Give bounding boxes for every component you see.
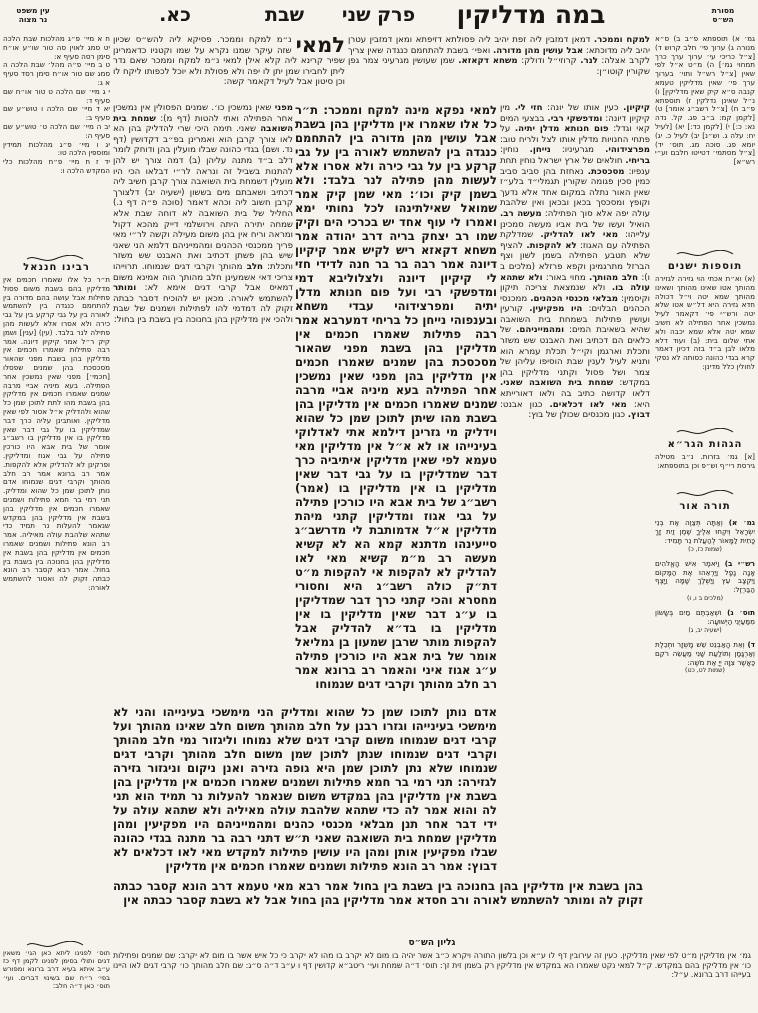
rashi-dh: שמחת בית השואבה שאני. bbox=[500, 378, 614, 389]
tosafot-opening-headword: למאי bbox=[295, 35, 345, 57]
rashi-text: הואיל ועשו של בית אביו מעשה סמכינן עלייהו: bbox=[500, 219, 650, 241]
ein-mishpat-entry: ח א מיי׳ פ״ג מהלכות שבת הלכה יט סמג לאוין סה טור שו״ע או״ח סימן רסה סעיף א: bbox=[3, 35, 110, 61]
torah-or-entry bbox=[655, 609, 755, 634]
torah-or-entries bbox=[655, 519, 755, 674]
hagahot-gra-title: הגהות הגר״א bbox=[667, 439, 743, 450]
rashi-dh: משחא דקאזא. bbox=[458, 56, 518, 67]
ein-mishpat-column bbox=[3, 35, 110, 249]
rashi-text: ממכנסי הכהנים הבלוים: bbox=[500, 293, 650, 315]
rashi-dh: היו מפקיעין. bbox=[529, 304, 583, 315]
rashi-text: כגון מכנסים שכולן של בוץ: bbox=[528, 410, 626, 421]
rashi-text: נאחזת בהן סביב סביב כמין סכין פגומה שקורין תגמלי״ד בלע״ז שאין האור נתלה במקום אחד אלא נדעך וקופץ ומסכסך בכאן ובכאן ואין שלהבת עולה יפה אלא סוך הפתילה: bbox=[500, 166, 650, 219]
rashi-text: של כלאים הם דכתיב ואת האבנט שש משזר ותכלת וארגמן וקי״ל תכלת עמרא הוא ותניא לעיל לענין שבת הוסיפו עליהן של צמר ושל פסול וקתני מדליקין בהן במקדש: bbox=[500, 325, 650, 389]
torah-or-label: תוס׳ ג) bbox=[727, 608, 755, 618]
rashi-dh: נייחן. bbox=[529, 145, 551, 156]
ein-mishpat-entry: יג ו מיי׳ פ״ג מהלכות תמידין ומוספין הלכה טו: bbox=[3, 139, 110, 158]
chapter-name: במה מדליקין bbox=[456, 0, 606, 29]
rashi-text: להציף שלא תטבע הפתילה בשמן לשון וצף הברזל מתרגמינן וקפא פרזלא (מלכים ב ו): bbox=[500, 240, 650, 283]
rashi-dh: קיקיון. bbox=[623, 103, 650, 113]
rashi-text: נוחין: bbox=[500, 145, 519, 156]
perek-number: פרק שני bbox=[341, 4, 416, 26]
torah-or-entry bbox=[655, 560, 755, 602]
rashi-dh: בריחי. bbox=[625, 155, 650, 166]
left-footnote: תוס׳ לפנינו ליתא כאן הגי׳ משאין דגים ותולי בסימן לפנינו לקמן דף כז ע״ב איתא בעיא דרב ברונא ומפורש בפי׳ ר״ח שם בשינוי דברים. ועי׳ תוס׳ כאן ד״ה חלב: bbox=[3, 949, 110, 990]
masoret-title-line1: מסורת bbox=[711, 6, 735, 15]
section-divider bbox=[675, 428, 735, 436]
rashi-text: ולא שנמצאת צריכה תיקון וקיסמין: bbox=[500, 283, 650, 304]
rashi-dh: מבלאי מכנסי הכהנים. bbox=[530, 293, 619, 304]
rashi-dh: חלב מהותך. bbox=[588, 272, 639, 283]
tosafot-dh: שמחת בית השואבה bbox=[113, 113, 293, 135]
tosefot-yeshanim-text: (א) וא״ת אכתי הוי גזירה לגזירה מהותך אטו שאינו מהותך ושאינו מהותך שמא יטה וי״ל דכולה חדא גזירה היא דל״ש אטו שלא יטה ורש״י פי׳ דקאמר לעיל נמשכין אחר הפתילה לא חשיב שמא יטה אלא שמא יכבה ולא אתי שלום בית: (ב) ועוד דלא מלאו לבן ב״ד בזה דכיון דאמר קרא בגדי כהונה כסותה לא נפקי לחולין כלל מדינן: bbox=[655, 275, 755, 371]
rashi-dh: לא להקפות. bbox=[526, 240, 577, 251]
tosafot-dh: חלב bbox=[246, 261, 263, 272]
torah-or-label: ד) bbox=[747, 639, 755, 649]
daf-number: כא. bbox=[159, 4, 191, 26]
rashi-text: דלאו קדושה כתיב בה ולאו דאורייתא היא: bbox=[500, 389, 650, 410]
tosafot-opening-text: נ״מ למקח וממכר. פסיקא ליה להש״ס שכיון שזה עיקר שמנו נקרא על שמו וקטניו כדאמרינן שפיר קרינא ליה קלא אילן למאי נ״מ למקח וממכר שאם נדר ליתן לחבירו שמן יתן לו יפה ולא פסולת ולא יוכל לכפותו ליקח לו וכן סיטון אבל לעיל דקאמר קשה: bbox=[113, 35, 345, 88]
gemara-bottom: בהן בשבת אין מדליקין בהן בחנוכה בין בשבת בין בחול אמר רבא מאי טעמא דרב הונא קסבר כבתה זקוק לה ומותר להשתמש לאורה ורב חסדא אמר מדליקין בהן בחול אבל לא בשבת קסבר כבתה אין bbox=[113, 879, 643, 907]
rashi-dh: מאי לאו דכלאים. bbox=[549, 399, 627, 410]
rabbeinu-chananel-text: ת״ר כל אלו שאמרו חכמים אין מדליקין בהם בשבת משום פסול פתילות אבל עושה בהם מדורה בין להתחמם כנגדה בין להשתמש לאורה בין על גבי קרקע בין על גבי כירה ולא אסרו אלא לעשות מהן פתילה לנר בלבד. (עין) [ענין] ושמן קיק ר״ל אמר קיקיון דיונה. אמר רבה פתילות שאמרו חכמים אין מדליקין בהן בשבת מפני שהאור מסכסכת בהן שמנים שפסלו [חכמי׳] מפני שאין נמשכין אחר הפתילה. בעא מיניה אביי מרבה שמנים שאמרו חכמים אין מדליקין בהן בשבת מהו לתת לתוכן שמן כל שהוא ולהדליק א״ל אסור לפי שאין מדליקין. ואותבינן עליה כרך דבר שמדליקין בו על גבי דבר שאין מדליקין בו אין מדליקין בו רשב״ג אומר של בית אבא היו כורכין פתילה על גבי אגוז ומדליקין. ופרקינן לא להדליק אלא להקפות. אמר רב ברונא אמר רב חלב מהותך וקרבי דגים שנמוחו אדם נותן לתוכן שמן כל שהוא ומדליק. תני רמי בר חמא פתילות ושמנים שאמרו חכמים אין מדליקין בהן בשבת אין מדליקין בהן במקדש שנאמר להעלות נר תמיד כדי שתהא שלהבת עולה מאיליה. אמר רב הונא פתילות ושמנים שאמרו חכמים אין מדליקין בהן בשבת אין מדליקין בהן בחנוכה בין בשבת בין בחול. אמר רבא קסבר רב הונא כבתה זקוק לה ואסור להשתמש לאורה: bbox=[3, 276, 110, 592]
rashi-dh: ומדפשקי רבי. bbox=[547, 113, 603, 124]
torah-or-label: גמ׳ א) bbox=[728, 518, 755, 528]
tosafot-column bbox=[113, 103, 293, 703]
torah-or-verse: וְאַתָּה תְּצַוֶּה אֶת בְּנֵי יִשְׂרָאֵל וְיִקְחוּ אֵלֶיךָ שֶׁמֶן זַיִת זָךְ כָּתִית לַמָּאוֹר לְהַעֲלֹת נֵר תָּמִיד: bbox=[655, 518, 755, 545]
ein-mishpat-entry: יב ה מיי׳ שם הלכה ט׳ טוש״ע שם סעיף ה: bbox=[3, 121, 110, 140]
gemara-column: למאי נפקא מינה למקח וממכר: ת״ר כל אלו שאמרו אין מדליקין בהן בשבת אבל עושין מהן מדורה בין להתחמם כנגדה בין להשתמש לאורה בין על גבי קרקע בין על גבי כירה ולא אסרו אלא לעשות מהן פתילה לנר בלבד: ולא בשמן קיק וכו׳: מאי שמן קיק אמר שמואל שאילתינהו לכל נחותי ימא ואמרו לי עוף אחד יש בכרכי הים וקיק שמו רב יצחק בריה דרב יהודה אמר משחא דקאזא ריש לקיש אמר קיקיון דיונה אמר רבה בר בר חנה לדידי חזי לי קיקיון דיונה ולצלוליבא דמי ומדפשקי רבי ועל פום חנותא מדלן יתיה ומפרצידוהי עבדי משחא ובענפוהי נייחן כל בריחי דמערבא אמר רבה פתילות שאמרו חכמים אין מדליקין בהן בשבת מפני שהאור מסכסכת בהן שמנים שאמרו חכמים אין מדליקין בהן מפני שאין נמשכין אחר הפתילה בעא מיניה אביי מרבה שמנים שאמרו חכמים אין מדליקין בהן בשבת מהו שיתן לתוכן שמן כל שהוא וידליק מי גזרינן דילמא אתי לאדלוקי בעינייהו או לא א״ל אין מדליקין מאי טעמא לפי שאין מדליקין איתיביה כרך דבר שמדליקין בו על גבי דבר שאין מדליקין בו אין מדליקין בו (אמר) רשב״ג של בית אבא היו כורכין פתילה על גבי אגוז ומדליקין קתני מיהת מדליקין א״ל אדמותבת לי מדרשב״ג סייעינהו מדתנא קמא הא לא קשיא מעשה רב מ״מ קשיא מאי לאו להדליק לא להקפות אי להקפות מ״ט דת״ק כולה רשב״ג היא וחסורי מחסרא והכי קתני כרך דבר שמדליקין בו ע״ג דבר שאין מדליקין בו אין מדליקין בו בד״א להדליק אבל להקפות מותר שרבן שמעון בן גמליאל אומר של בית אבא היו כורכין פתילה ע״ג אגוז איני והאמר רב ברונא אמר רב חלב מהותך וקרבי דגים שנמוחו bbox=[295, 103, 497, 691]
ein-title-line1: עין משפט bbox=[16, 6, 50, 15]
ein-mishpat-entry: יא ד מיי׳ שם הלכה ו טוש״ע שם סעיף ב: bbox=[3, 104, 110, 123]
tosafot-opening bbox=[113, 35, 345, 101]
rashi-dh: למקח וממכר. bbox=[593, 35, 650, 45]
rashi-text: שמדלקת הפתילה עם האגוז: bbox=[500, 230, 650, 251]
gilyon-hashas-text: גמ׳ אין מדליקין מ״ט לפי שאין מדליקין. כעין זה עירובין דף לו ע״א וכן בלשון התורה ויקרא כ״ב אשר יהיה בו מום לא יקרב בו מהו לא יקרב כי כל איש אשר בו מום לא יקרב: שם שמנים ופתילות כו׳ אין מדליקין בהם במקדש. ק״ל למאי נקט שאמרו הא במקדש אין מדליקין רק בשמן זית זך: תוס׳ ד״ה שמחת ועי׳ ריטב״א קדושין דף ו ע״ב ד״ה ס״ג: שם חלב מהותך כו׳ קרבי דגים לאו היינו בעייהו דרב ברונא. ע״ל: bbox=[113, 951, 751, 980]
gemara-wide: אדם נותן לתוכו שמן כל שהוא ומדליק הני מימשכי בעינייהו והני לא מימשכי בעינייהו וגזרו רבנן על חלב מהותך משום חלב שאינו מהותך ועל קרבי דגים שנמוחו משום קרבי דגים שלא נמוחו וליגזור נמי חלב מהותך וקרבי דגים שנמוחו שנתן לתוכן שמן משום חלב מהותך וקרבי דגים שנמוחו שלא נתן לתוכן שמן היא גופה גזירה ואנן ניקום וניגזור גזירה לגזירה: תני רמי בר חמא פתילות ושמנים שאמרו חכמים אין מדליקין בהן בשבת אין מדליקין בהן במקדש משום שנאמר להעלות נר תמיד הוא תני לה והוא אמר לה כדי שתהא שלהבת עולה מאיליה ולא שתהא עולה על ידי דבר אחר תנן מבלאי מכנסי כהנים ומהמייניהם היו מפקיעין ומהן מדליקין שמחת בית השואבה שאני ת״ש דתני רבה בר מתנה בגדי כהונה שבלו מפקיעין אותן ומהן היו עושין פתילות למקדש מאי לאו דכלאים לא דבוץ: אמר רב הונא פתילות ושמנים שאמרו חכמים אין מדליקין bbox=[113, 705, 497, 873]
section-divider bbox=[675, 250, 735, 258]
rashi-dh: אבל עושין מהן מדורה. bbox=[493, 45, 584, 56]
rashi-dh: ולא שתהא עולה בו. bbox=[500, 272, 650, 294]
gilyon-hashas-title: גליון הש״ס bbox=[408, 938, 456, 948]
ein-mishpat-entry: י ג מיי׳ שם הלכה ט טור או״ח שם סעיף ד: bbox=[3, 86, 110, 105]
tosafot-text: שאני. תימה היכי שרי להדליק בהן הא לאו צורך קרבן הוא ואמרינן בפ״ב דקדושין (דף נד. ושם) בגדי כהונה שבלו מועלין בהן ודוחק לומר דלב ב״ד מתנה עליהן (ב) דמה צורך יש להן להתנות בשביל זה ונראה לר״י דבלאו הכי היו מועלין דשמחת בית השואבה צורך קרבן חשיב ליה דכתיב ושאבתם מים בששון (ישעיה יב) דלצורך קרבן חשוב ליה וכהא דאמר (סוכה פ״ה דף נ.) החליל של בית השואבה לא דוחה שבת אלא שמחה יתירה היתה וירושלמי דייק מהכא דקול ומראה וריח אין בהן משום מעילה וקשה לר״י מאי פריך ממכנסי הכהנים ומהמייניהם דלמא הני שאני שיש בהן פשתן דכתיב ואת האבנט שש משזר ותכלת: bbox=[113, 124, 293, 272]
right-margin-column bbox=[655, 35, 755, 880]
rashi-dh: דבוץ. bbox=[627, 410, 650, 421]
rashi-text: על פתחי החנויות מדלין אותו לצל ולריח טוב: bbox=[500, 124, 650, 145]
section-divider bbox=[675, 490, 735, 498]
rashi-dh: מעשה רב. bbox=[500, 208, 542, 219]
torah-or-source: (שמות כז, כ) bbox=[688, 545, 722, 553]
rashi-text: מחוי באור: bbox=[545, 272, 586, 283]
masoret-refs: גמ׳ א) תוספתא פ״ב ב) ס״א מנורה ג) ערוך פי׳ חלב קרוש ד) [צ״ל כריכי עי׳ ערוך ערך כרך תמחוי גמ׳] ה) מ״ט א״ל לפי שאין [צ״ל רש״ל ותוי׳ בערוך ערך פי׳ שאין מדליקין טעמא קנבה ס״א קיק שאין מדליקין] ו) נ״ל שאינן נדלקין ז) תוספתא פ״ב ח) [צ״ל רשב״ג אומר] ט) [לקמן קמ: ב״ב פג. קל. נדה נא: כ:] י) [לקמן כד:] יא) [לעיל יח: עלה ג. וש״נ] יב) לעיל כ. יג) יומא פג. סוכה מג. תוס׳ יד) [צ״ל מסתמי׳ דטייטו חלבם וע״י רש״א] bbox=[655, 35, 755, 167]
torah-or-source: (ישעיה יב, ג) bbox=[688, 626, 722, 634]
ein-mishpat-header bbox=[6, 6, 60, 24]
hagahot-gra-text: [א] גמ׳ בזרות. נ״ב מטילה גירסת רי״ף וש״פ וכן בתוספתא: bbox=[655, 453, 755, 470]
rashi-dh: מסכסכת. bbox=[587, 166, 625, 177]
rashi-text: חולאים של ארץ ישראל נוחין תחת ענפיו: bbox=[500, 155, 650, 177]
torah-or-verse: וַיֹּאמֶר אִישׁ הָאֱלֹהִים אָנָה נָפָל וַיַּרְאֵהוּ אֶת הַמָּקוֹם וַיִּקְצָב עֵץ וַיַּשְׁלֶךְ שָׁמָּה וַיָּצֶף הַבַּרְזֶל: bbox=[655, 558, 755, 595]
rashi-dh: לנר. bbox=[580, 56, 598, 67]
rabbeinu-chananel-title: רבינו חננאל bbox=[23, 262, 90, 273]
torah-or-source: (מלכים ב ו, ו) bbox=[686, 594, 724, 602]
rashi-text: מגרעיניו: bbox=[561, 145, 594, 156]
masoret-hashas-header bbox=[694, 6, 752, 24]
ein-title-line2: נר מצוה bbox=[18, 15, 48, 24]
tosafot-text: מהותך וקרבי דגים שנמוחו. תרוייהו צריכי דאי אשמעינן חלב מהותך הוה אמינא משום דמאיס אבל קרבי דגים אימא לא: bbox=[113, 261, 293, 294]
tosafot-text: להשתמש לאורה. מכאן יש להוכיח דסבר כבתה זקוק לה דמדמי להו לפתילות ושמנים של שבת ולהכי אין מדליקין בהן בחנוכה בין בשבת בין בחול: bbox=[113, 293, 293, 325]
rashi-dh: מאי לאו להדליק. bbox=[540, 230, 618, 241]
rashi-text: קרוזי״ל ודולק: bbox=[521, 56, 577, 67]
rashi-opening bbox=[348, 35, 650, 101]
rashi-dh: פום חנותא מדלן יתיה. bbox=[514, 124, 609, 135]
rashi-text: ואפי׳ בשבת להתחמם כנגדה שאין צריך לקרב אצלה: bbox=[348, 45, 650, 67]
rashi-dh: ומהמייניהם. bbox=[516, 325, 565, 336]
rashi-text: קורעין ועושין פתילות בשמחת בית השואבה שהיא בשאיבת המים: bbox=[500, 304, 650, 336]
torah-or-verse: וּשְׁאַבְתֶּם מַיִם בְּשָׂשׂוֹן מִמַּעַיְנֵי הַיְשׁוּעָה: bbox=[655, 608, 755, 626]
torah-or-title: תורה אור bbox=[679, 501, 731, 512]
rashi-text: דמאן דמזבין ליה זפת יהיב ליה פסולתא דזיפתא ומאן דמזבין עטרן יהיב ליה מדוכתא: bbox=[348, 35, 650, 56]
rashi-text: כגון אבנט: bbox=[500, 399, 543, 410]
tosefot-yeshanim-title: תוספות ישנים bbox=[667, 261, 743, 272]
rashi-dh: מפרצידוהי. bbox=[605, 145, 650, 156]
torah-or-entry bbox=[655, 519, 755, 552]
torah-or-source: (שמות לט, כט) bbox=[685, 667, 725, 675]
torah-or-label: רש״י ב) bbox=[724, 558, 755, 568]
rashi-dh: חזי לי. bbox=[514, 103, 543, 113]
tosafot-dh: מפני bbox=[274, 103, 293, 113]
rashi-text: כעין אותו של יונה: bbox=[547, 103, 619, 113]
ein-mishpat-entry: ט ב מיי׳ פ״ה מהל׳ שבת הלכה ה סמג שם טור או״ח סימן רסד סעיף א ג: bbox=[3, 60, 110, 87]
rashi-column bbox=[500, 103, 650, 877]
rashi-text: שמן שעושין מגרעיני צמר גפן שקורין קוטו״ן: bbox=[348, 56, 650, 77]
rashi-text: בבצעי המים קאי וגדל: bbox=[500, 113, 650, 135]
rashi-text: מין קיקיון דיונה: bbox=[500, 103, 650, 124]
tosafot-text: שאין נמשכין כו׳. שמנים הפסולין אין נמשכין אחר הפתילה ואתי להטות (דף מ): bbox=[113, 103, 293, 124]
torah-or-verse: וְאֵת הָאַבְנֵט שֵׁשׁ מָשְׁזָר וּתְכֵלֶת וְאַרְגָּמָן וְתוֹלַעַת שָׁנִי מַעֲשֵׂה רֹקֵם כַּאֲשֶׁר צִוָּה יְיָ אֶת מֹשֶׁה: bbox=[655, 639, 755, 667]
torah-or-entry bbox=[655, 641, 755, 674]
section-divider bbox=[25, 941, 85, 949]
ein-mishpat-entry: יד ז ח מיי׳ פ״ח מהלכות כלי המקדש הלכה ו: bbox=[3, 157, 110, 175]
masechet-name: שבת bbox=[265, 4, 304, 26]
masoret-title-line2: הש״ס bbox=[712, 15, 734, 24]
tosafot-dh: ומותר bbox=[113, 283, 137, 294]
